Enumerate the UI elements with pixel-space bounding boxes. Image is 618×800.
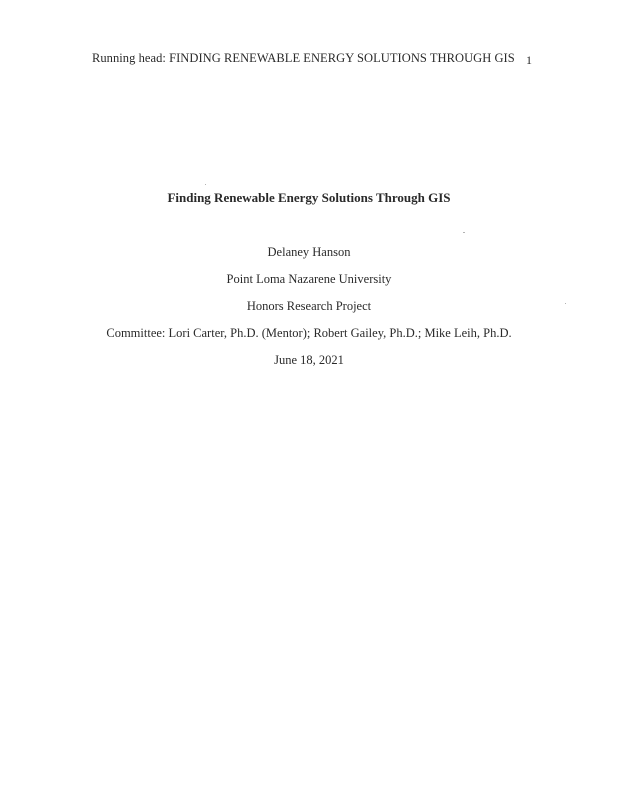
- institution-name: Point Loma Nazarene University: [226, 272, 392, 286]
- project-type: Honors Research Project: [246, 299, 372, 313]
- running-head: Running head: FINDING RENEWABLE ENERGY SOLUTIONS THROUGH GIS: [92, 51, 515, 65]
- page-number: 1: [526, 53, 532, 67]
- scan-speck: [205, 184, 206, 185]
- committee-list: Committee: Lori Carter, Ph.D. (Mentor); Robert Gailey, Ph.D.; Mike Leih, Ph.D.: [106, 326, 512, 340]
- document-date: June 18, 2021: [274, 353, 344, 367]
- scan-speck: [565, 303, 566, 304]
- scan-speck: [463, 232, 465, 233]
- author-name: Delaney Hanson: [267, 245, 351, 259]
- document-title: Finding Renewable Energy Solutions Through GIS: [167, 190, 451, 205]
